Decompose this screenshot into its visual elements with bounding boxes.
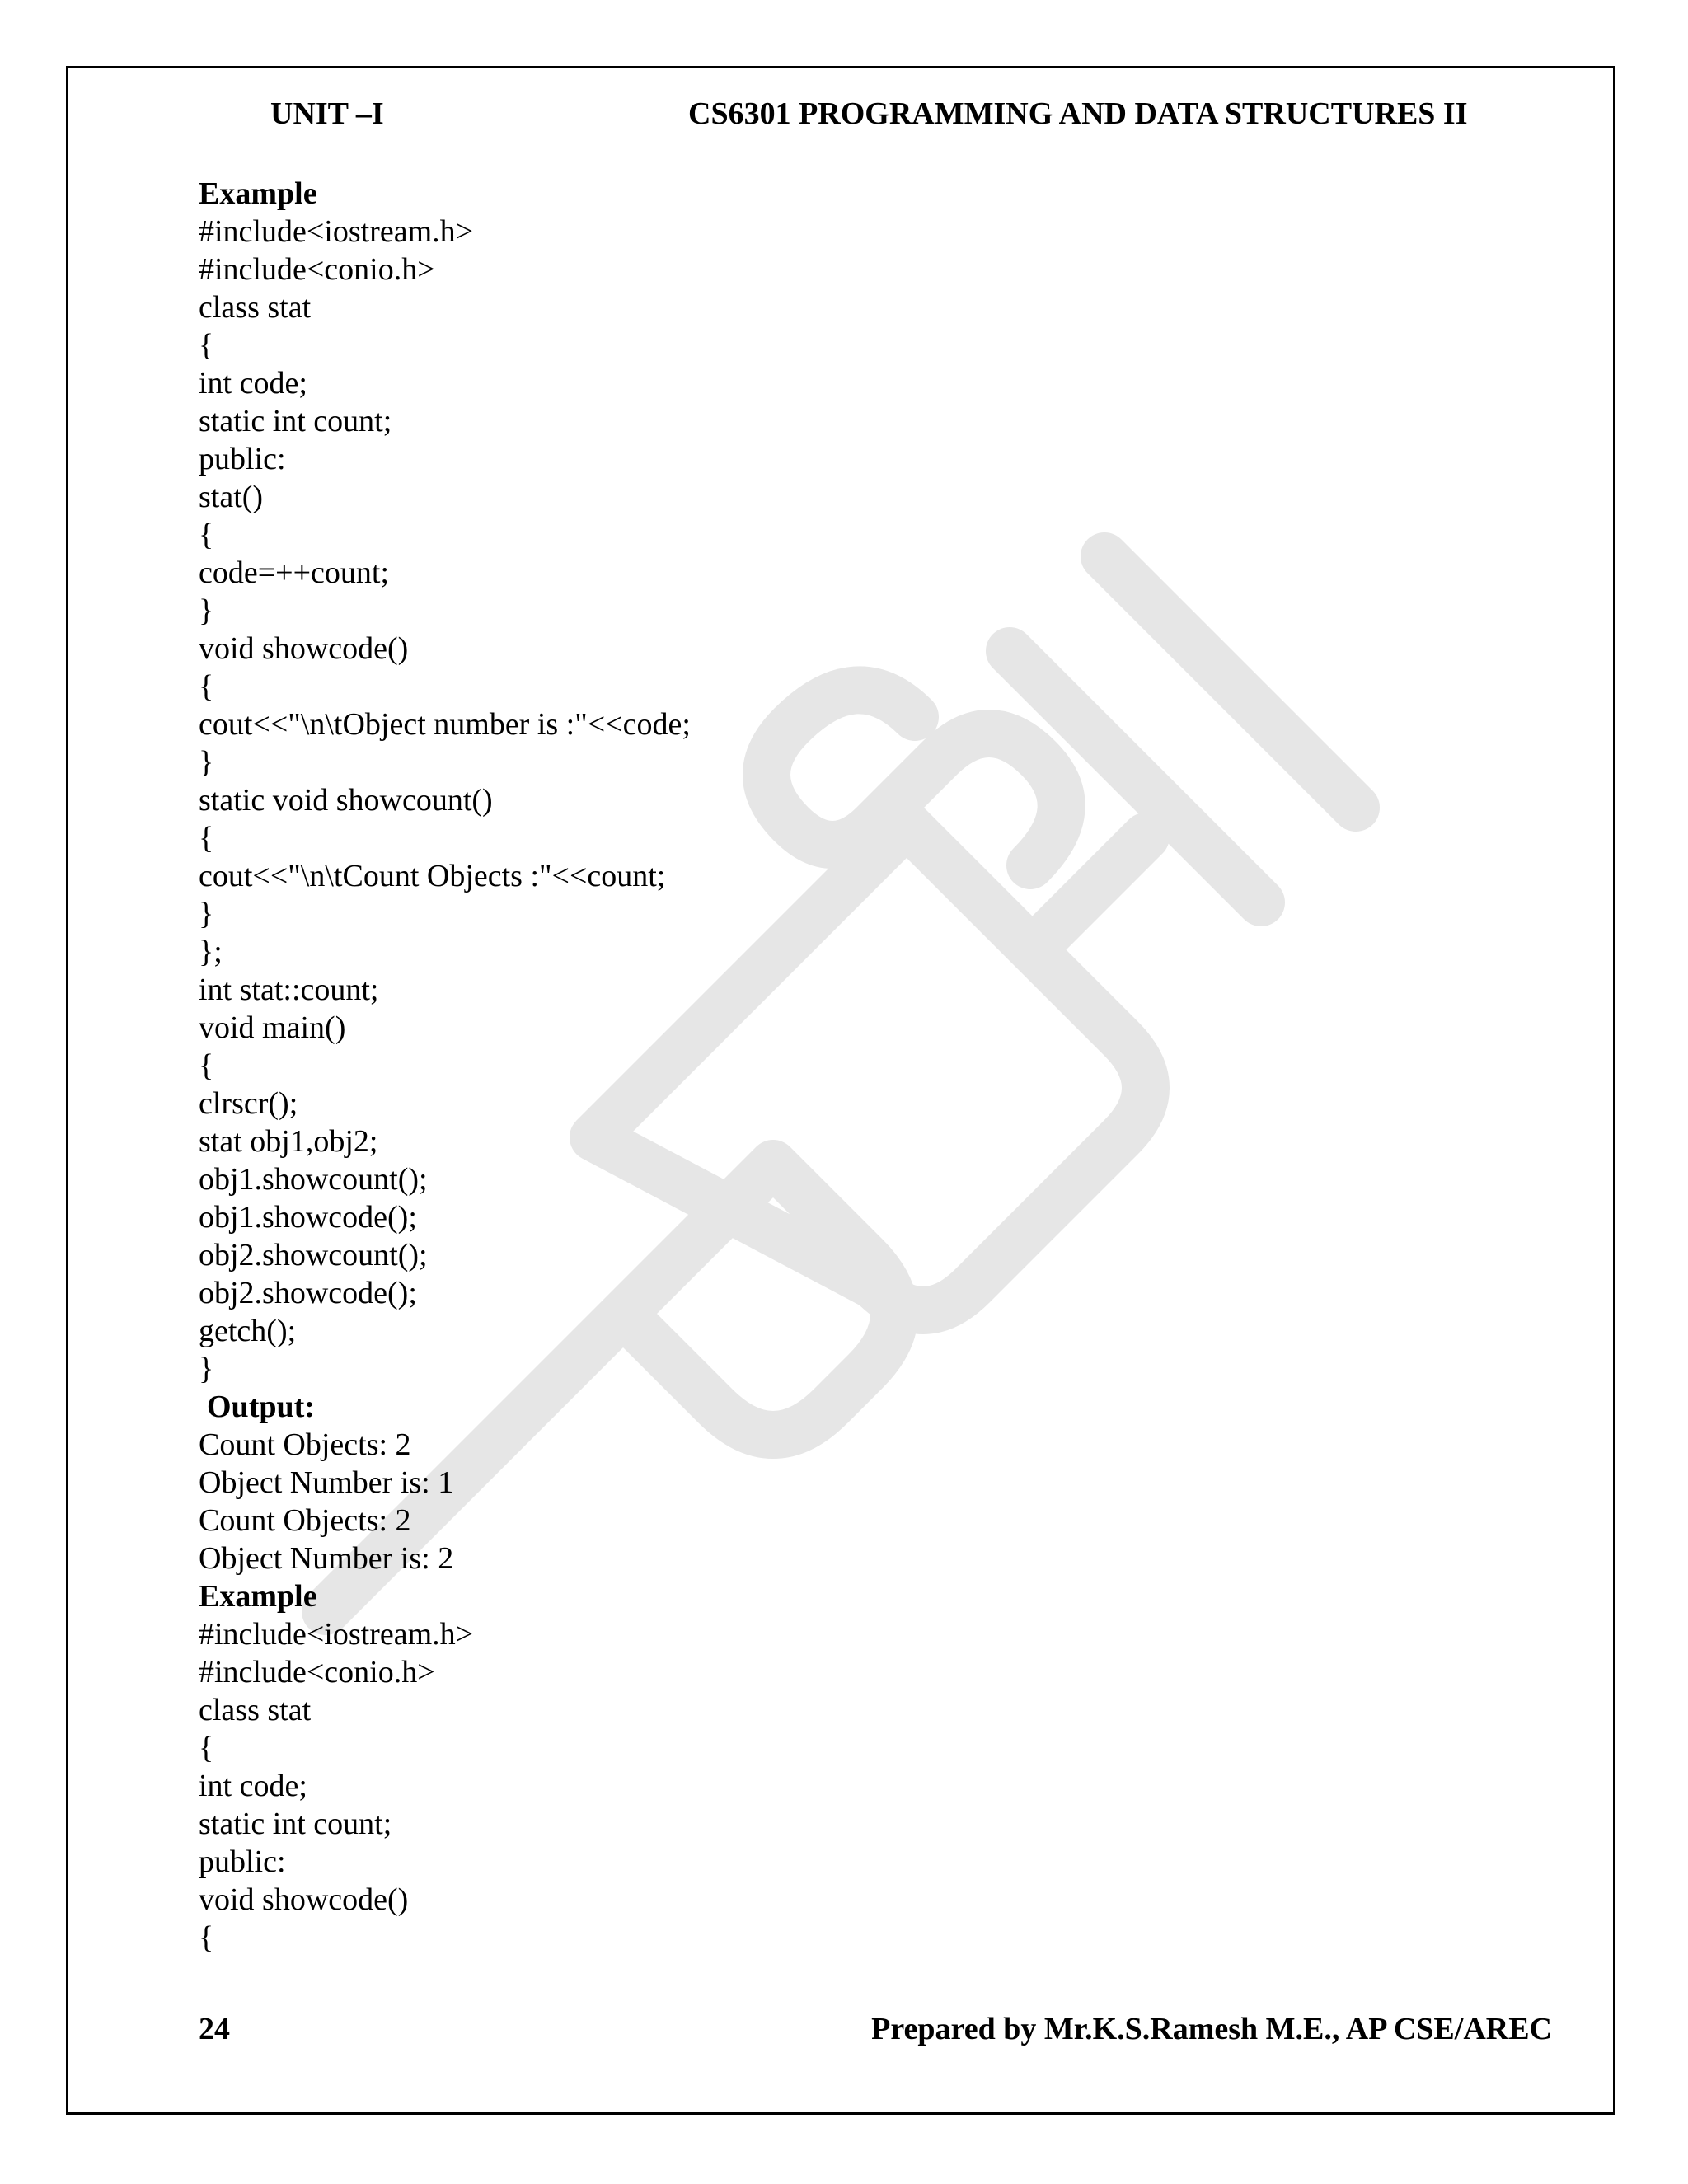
code-line: cout<<"\n\tCount Objects :"<<count;	[199, 859, 666, 893]
output-block	[199, 1426, 1517, 1577]
code-line: }	[199, 1352, 214, 1386]
output-heading: Output:	[207, 1390, 315, 1424]
code-line: static void showcount()	[199, 783, 493, 818]
code-line: }	[199, 745, 214, 780]
output-line: Object Number is: 2	[199, 1541, 454, 1576]
unit-label: UNIT –I	[270, 96, 384, 131]
code-block-2	[199, 1615, 1517, 1957]
code-line: obj2.showcode();	[199, 1276, 417, 1310]
code-line: {	[199, 328, 214, 363]
code-line: obj2.showcount();	[199, 1238, 428, 1272]
code-line: #include<conio.h>	[199, 252, 435, 287]
code-line: };	[199, 935, 223, 969]
output-line: Object Number is: 1	[199, 1465, 454, 1500]
code-line: class stat	[199, 1693, 312, 1727]
code-block-1	[199, 213, 1517, 1388]
code-line: {	[199, 1920, 214, 1955]
code-line: getch();	[199, 1314, 297, 1348]
code-line: public:	[199, 442, 286, 476]
code-line: {	[199, 1048, 214, 1083]
page-number: 24	[199, 2012, 230, 2046]
code-line: #include<iostream.h>	[199, 1617, 474, 1652]
code-line: cout<<"\n\tObject number is :"<<code;	[199, 707, 691, 742]
code-line: }	[199, 593, 214, 628]
code-line: code=++count;	[199, 555, 390, 590]
code-line: clrscr();	[199, 1086, 298, 1121]
code-line: int code;	[199, 1769, 307, 1803]
code-line: {	[199, 518, 214, 552]
code-line: public:	[199, 1844, 286, 1879]
code-line: int stat::count;	[199, 972, 379, 1007]
code-line: static int count;	[199, 1807, 392, 1841]
code-line: void main()	[199, 1010, 346, 1045]
code-line: class stat	[199, 290, 312, 325]
code-line: obj1.showcode();	[199, 1200, 417, 1235]
code-line: #include<conio.h>	[199, 1655, 435, 1690]
example-heading: Example	[199, 1579, 317, 1614]
code-line: stat()	[199, 480, 264, 514]
output-line: Count Objects: 2	[199, 1503, 411, 1538]
code-line: stat obj1,obj2;	[199, 1124, 378, 1159]
code-line: {	[199, 669, 214, 704]
course-title: CS6301 PROGRAMMING AND DATA STRUCTURES II	[688, 96, 1468, 131]
code-line: }	[199, 897, 214, 931]
code-line: static int count;	[199, 404, 392, 438]
code-line: void showcode()	[199, 1882, 409, 1917]
code-line: void showcode()	[199, 631, 409, 666]
code-line: obj1.showcount();	[199, 1162, 428, 1197]
document-body	[199, 175, 1517, 1957]
output-line: Count Objects: 2	[199, 1427, 411, 1462]
code-line: int code;	[199, 366, 307, 401]
code-line: #include<iostream.h>	[199, 214, 474, 249]
example-heading: Example	[199, 176, 317, 211]
code-line: {	[199, 821, 214, 855]
author-credit: Prepared by Mr.K.S.Ramesh M.E., AP CSE/AREC	[871, 2012, 1552, 2046]
code-line: {	[199, 1731, 214, 1765]
